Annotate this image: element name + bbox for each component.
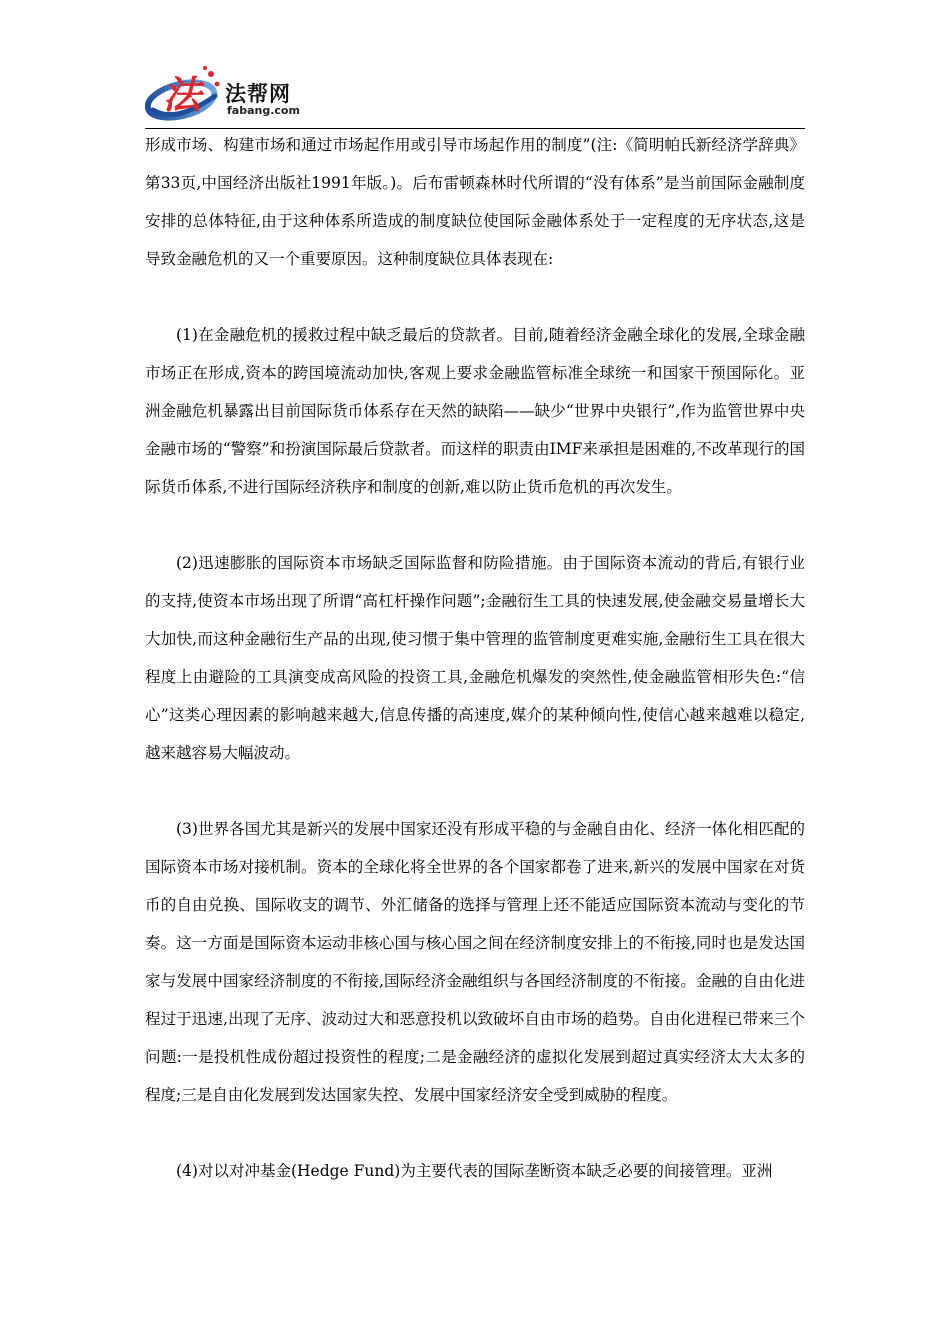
document-body bbox=[145, 126, 805, 1190]
paragraph-point-3: (3)世界各国尤其是新兴的发展中国家还没有形成平稳的与金融自由化、经济一体化相匹配的国际资本市场对接机制。资本的全球化将全世界的各个国家都卷了进来,新兴的发展中国家在对货币的自由兑换、国际收支的调节、外汇储备的选择与管理上还不能适应国际资本流动与变化的节奏。这一方面是国际资本运动非核心国与核心国之间在经济制度安排上的不衔接,同时也是发达国家与发展中国家经济制度的不衔接,国际经济金融组织与各国经济制度的不衔接。金融的自由化进程过于迅速,出现了无序、波动过大和恶意投机以致破坏自由市场的趋势。自由化进程已带来三个问题:一是投机性成份超过投资性的程度;二是金融经济的虚拟化发展到超过真实经济太大太多的程度;三是自由化发展到发达国家失控、发展中国家经济安全受到威胁的程度。 bbox=[145, 820, 805, 1104]
logo-mark-icon bbox=[145, 62, 225, 126]
logo-mark-glyph: 法 bbox=[163, 72, 202, 117]
page-header bbox=[145, 62, 805, 128]
paragraph-continuation: 形成市场、构建市场和通过市场起作用或引导市场起作用的制度”(注:《简明帕氏新经济学辞典》第33页,中国经济出版社1991年版。)。后布雷顿森林时代所谓的“没有体系”是当前国际金融制度安排的总体特征,由于这种体系所造成的制度缺位使国际金融体系处于一定程度的无序状态,这是导致金融危机的又一个重要原因。这种制度缺位具体表现在: bbox=[145, 136, 805, 268]
paragraph-point-2: (2)迅速膨胀的国际资本市场缺乏国际监督和防险措施。由于国际资本流动的背后,有银行业的支持,使资本市场出现了所谓“高杠杆操作问题”;金融衍生工具的快速发展,使金融交易量增长大大加快,而这种金融衍生产品的出现,使习惯于集中管理的监管制度更难实施,金融衍生工具在很大程度上由避险的工具演变成高风险的投资工具,金融危机爆发的突然性,使金融监管相形失色:“信心”这类心理因素的影响越来越大,信息传播的高速度,媒介的某种倾向性,使信心越来越难以稳定,越来越容易大幅波动。 bbox=[145, 554, 805, 762]
site-logo[interactable] bbox=[145, 62, 315, 126]
logo-text: 法帮网 bbox=[225, 82, 291, 106]
paragraph-point-4: (4)对以对冲基金(Hedge Fund)为主要代表的国际垄断资本缺乏必要的间接管理。亚洲 bbox=[176, 1162, 773, 1180]
logo-domain: fabang.com bbox=[227, 104, 300, 117]
paragraph-point-1: (1)在金融危机的援救过程中缺乏最后的贷款者。目前,随着经济金融全球化的发展,全球金融市场正在形成,资本的跨国境流动加快,客观上要求金融监管标准全球统一和国家干预国际化。亚洲金融危机暴露出目前国际货币体系存在天然的缺陷——缺少“世界中央银行”,作为监管世界中央金融市场的“警察”和扮演国际最后贷款者。而这样的职责由IMF来承担是困难的,不改革现行的国际货币体系,不进行国际经济秩序和制度的创新,难以防止货币危机的再次发生。 bbox=[145, 326, 805, 496]
